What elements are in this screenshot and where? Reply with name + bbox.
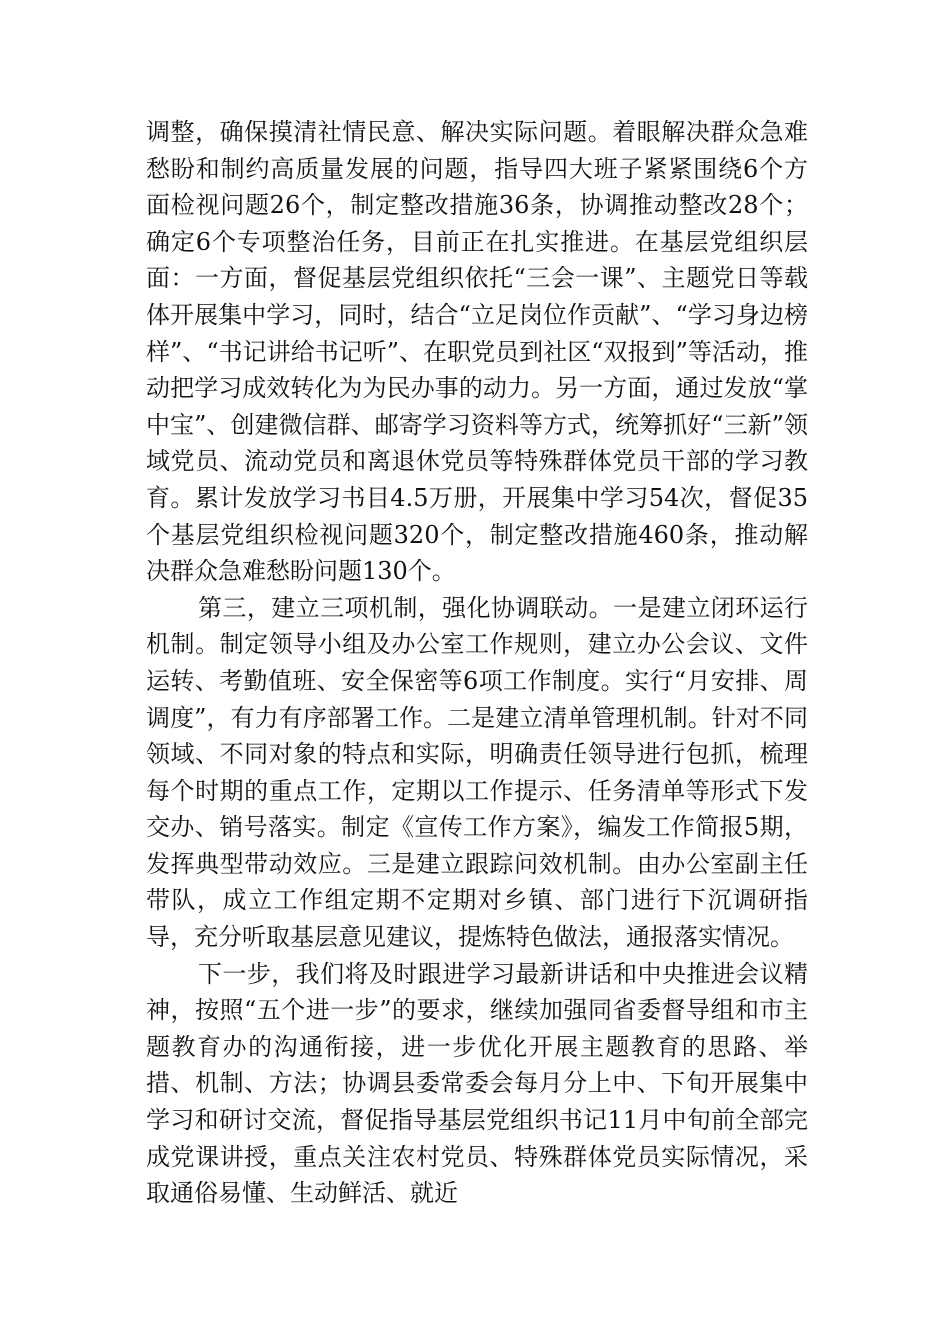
document-body [146,114,808,1212]
paragraph-continued: 调整，确保摸清社情民意、解决实际问题。着眼解决群众急难愁盼和制约高质量发展的问题，指导四大班子紧紧围绕6个方面检视问题26个，制定整改措施36条，协调推动整改28个；确定6个专项整治任务，目前正在扎实推进。在基层党组织层面：一方面，督促基层党组织依托“三会一课”、主题党日等载体开展集中学习，同时，结合“立足岗位作贡献”、“学习身边榜样”、“书记讲给书记听”、在职党员到社区“双报到”等活动，推动把学习成效转化为为民办事的动力。另一方面，通过发放“掌中宝”、创建微信群、邮寄学习资料等方式，统筹抓好“三新”领域党员、流动党员和离退休党员等特殊群体党员干部的学习教育。累计发放学习书目4.5万册，开展集中学习54次，督促35个基层党组织检视问题320个，制定整改措施460条，推动解决群众急难愁盼问题130个。 [146,118,808,586]
paragraph-third-mechanisms: 第三，建立三项机制，强化协调联动。一是建立闭环运行机制。制定领导小组及办公室工作规则，建立办公会议、文件运转、考勤值班、安全保密等6项工作制度。实行“月安排、周调度”，有力有序部署工作。二是建立清单管理机制。针对不同领域、不同对象的特点和实际，明确责任领导进行包抓，梳理每个时期的重点工作，定期以工作提示、任务清单等形式下发交办、销号落实。制定《宣传工作方案》，编发工作简报5期，发挥典型带动效应。三是建立跟踪问效机制。由办公室副主任带队，成立工作组定期不定期对乡镇、部门进行下沉调研指导，充分听取基层意见建议，提炼特色做法，通报落实情况。 [146,593,808,952]
paragraph-next-steps: 下一步，我们将及时跟进学习最新讲话和中央推进会议精神，按照“五个进一步”的要求，继续加强同省委督导组和市主题教育办的沟通衔接，进一步优化开展主题教育的思路、举措、机制、方法；协调县委常委会每月分上中、下旬开展集中学习和研讨交流，督促指导基层党组织书记11月中旬前全部完成党课讲授，重点关注农村党员、特殊群体党员实际情况，采取通俗易懂、生动鲜活、就近 [146,959,808,1208]
